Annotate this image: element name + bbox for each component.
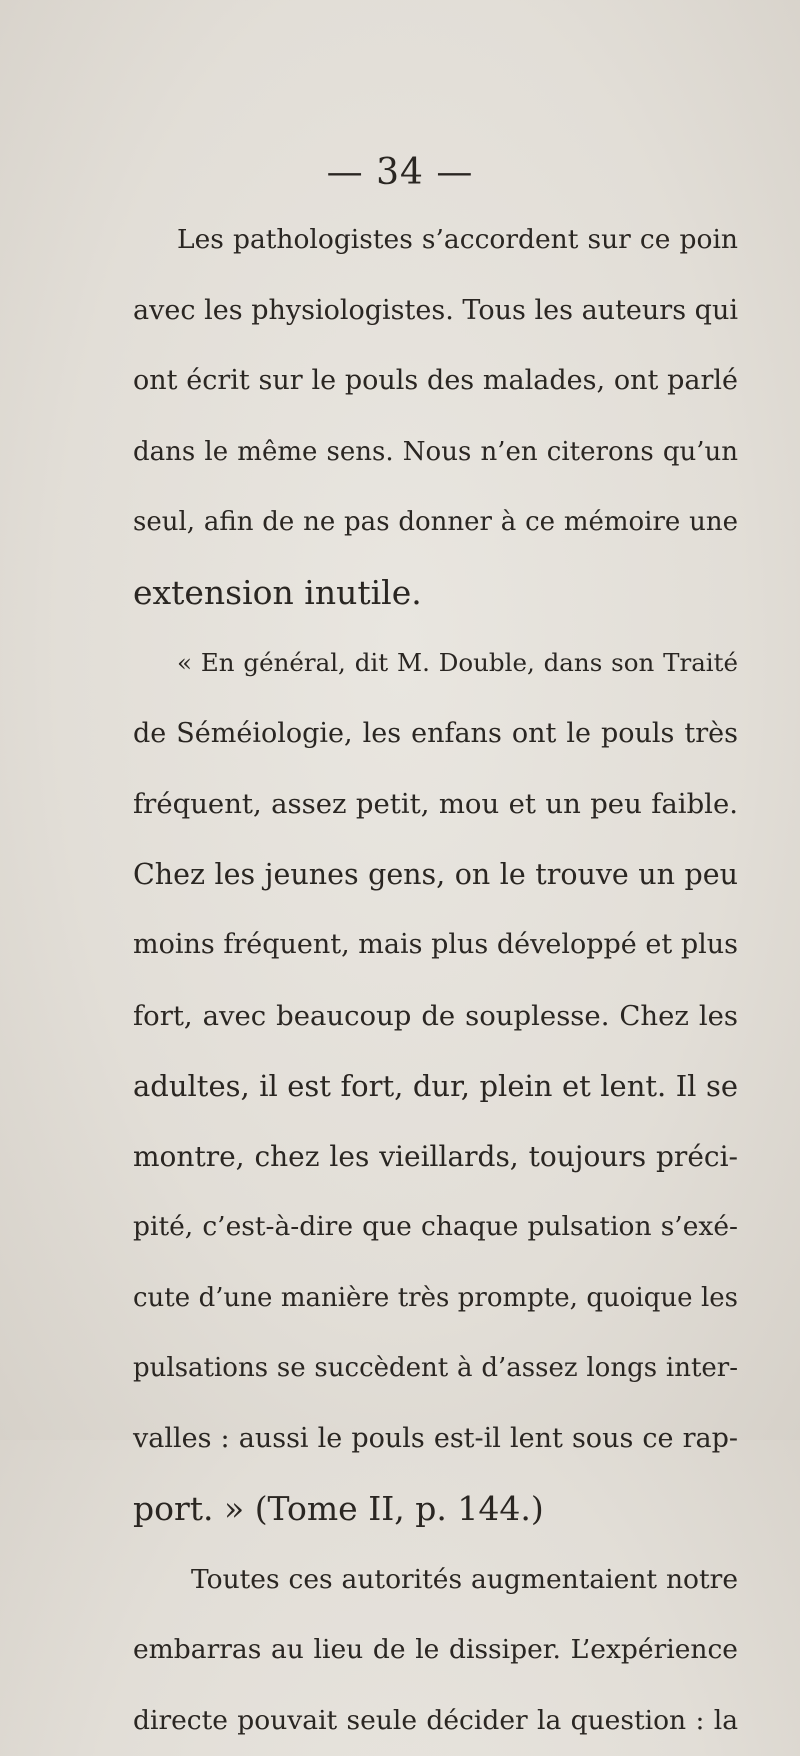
text-line: seul, afin de ne pas donner à ce mémoire une [133,487,738,558]
page-number: — 34 — [0,152,800,193]
text-line: fort, avec beaucoup de souplesse. Chez les [133,981,738,1052]
text-line: fréquent, assez petit, mou et un peu faible. [133,769,738,840]
text-line: port. » (Tome II, p. 144.) [133,1474,738,1545]
text-line: montre, chez les vieillards, toujours préci- [133,1122,738,1193]
text-line: moins fréquent, mais plus développé et plus [133,910,738,981]
text-line: ont écrit sur le pouls des malades, ont parlé [133,346,738,417]
text-line: directe pouvait seule décider la question : la [133,1686,738,1756]
text-line: « En général, dit M. Double, dans son Traité [133,628,738,699]
text-line: extension inutile. [133,558,738,629]
text-line: dans le même sens. Nous n’en citerons qu’un [133,417,738,488]
text-line: pité, c’est-à-dire que chaque pulsation s’exé- [133,1192,738,1263]
body-text [133,205,738,1756]
text-line: adultes, il est fort, dur, plein et lent. Il se [133,1051,738,1122]
text-line: de Séméiologie, les enfans ont le pouls très [133,699,738,770]
text-line: valles : aussi le pouls est-il lent sous ce rap- [133,1404,738,1475]
text-line: pulsations se succèdent à d’assez longs inter- [133,1333,738,1404]
text-line: embarras au lieu de le dissiper. L’expérience [133,1615,738,1686]
text-line: cute d’une manière très prompte, quoique les [133,1263,738,1334]
text-line: Chez les jeunes gens, on le trouve un peu [133,840,738,911]
text-line: Toutes ces autorités augmentaient notre [133,1545,738,1616]
text-line: Les pathologistes s’accordent sur ce poin [133,205,738,276]
text-line: avec les physiologistes. Tous les auteurs qui [133,276,738,347]
